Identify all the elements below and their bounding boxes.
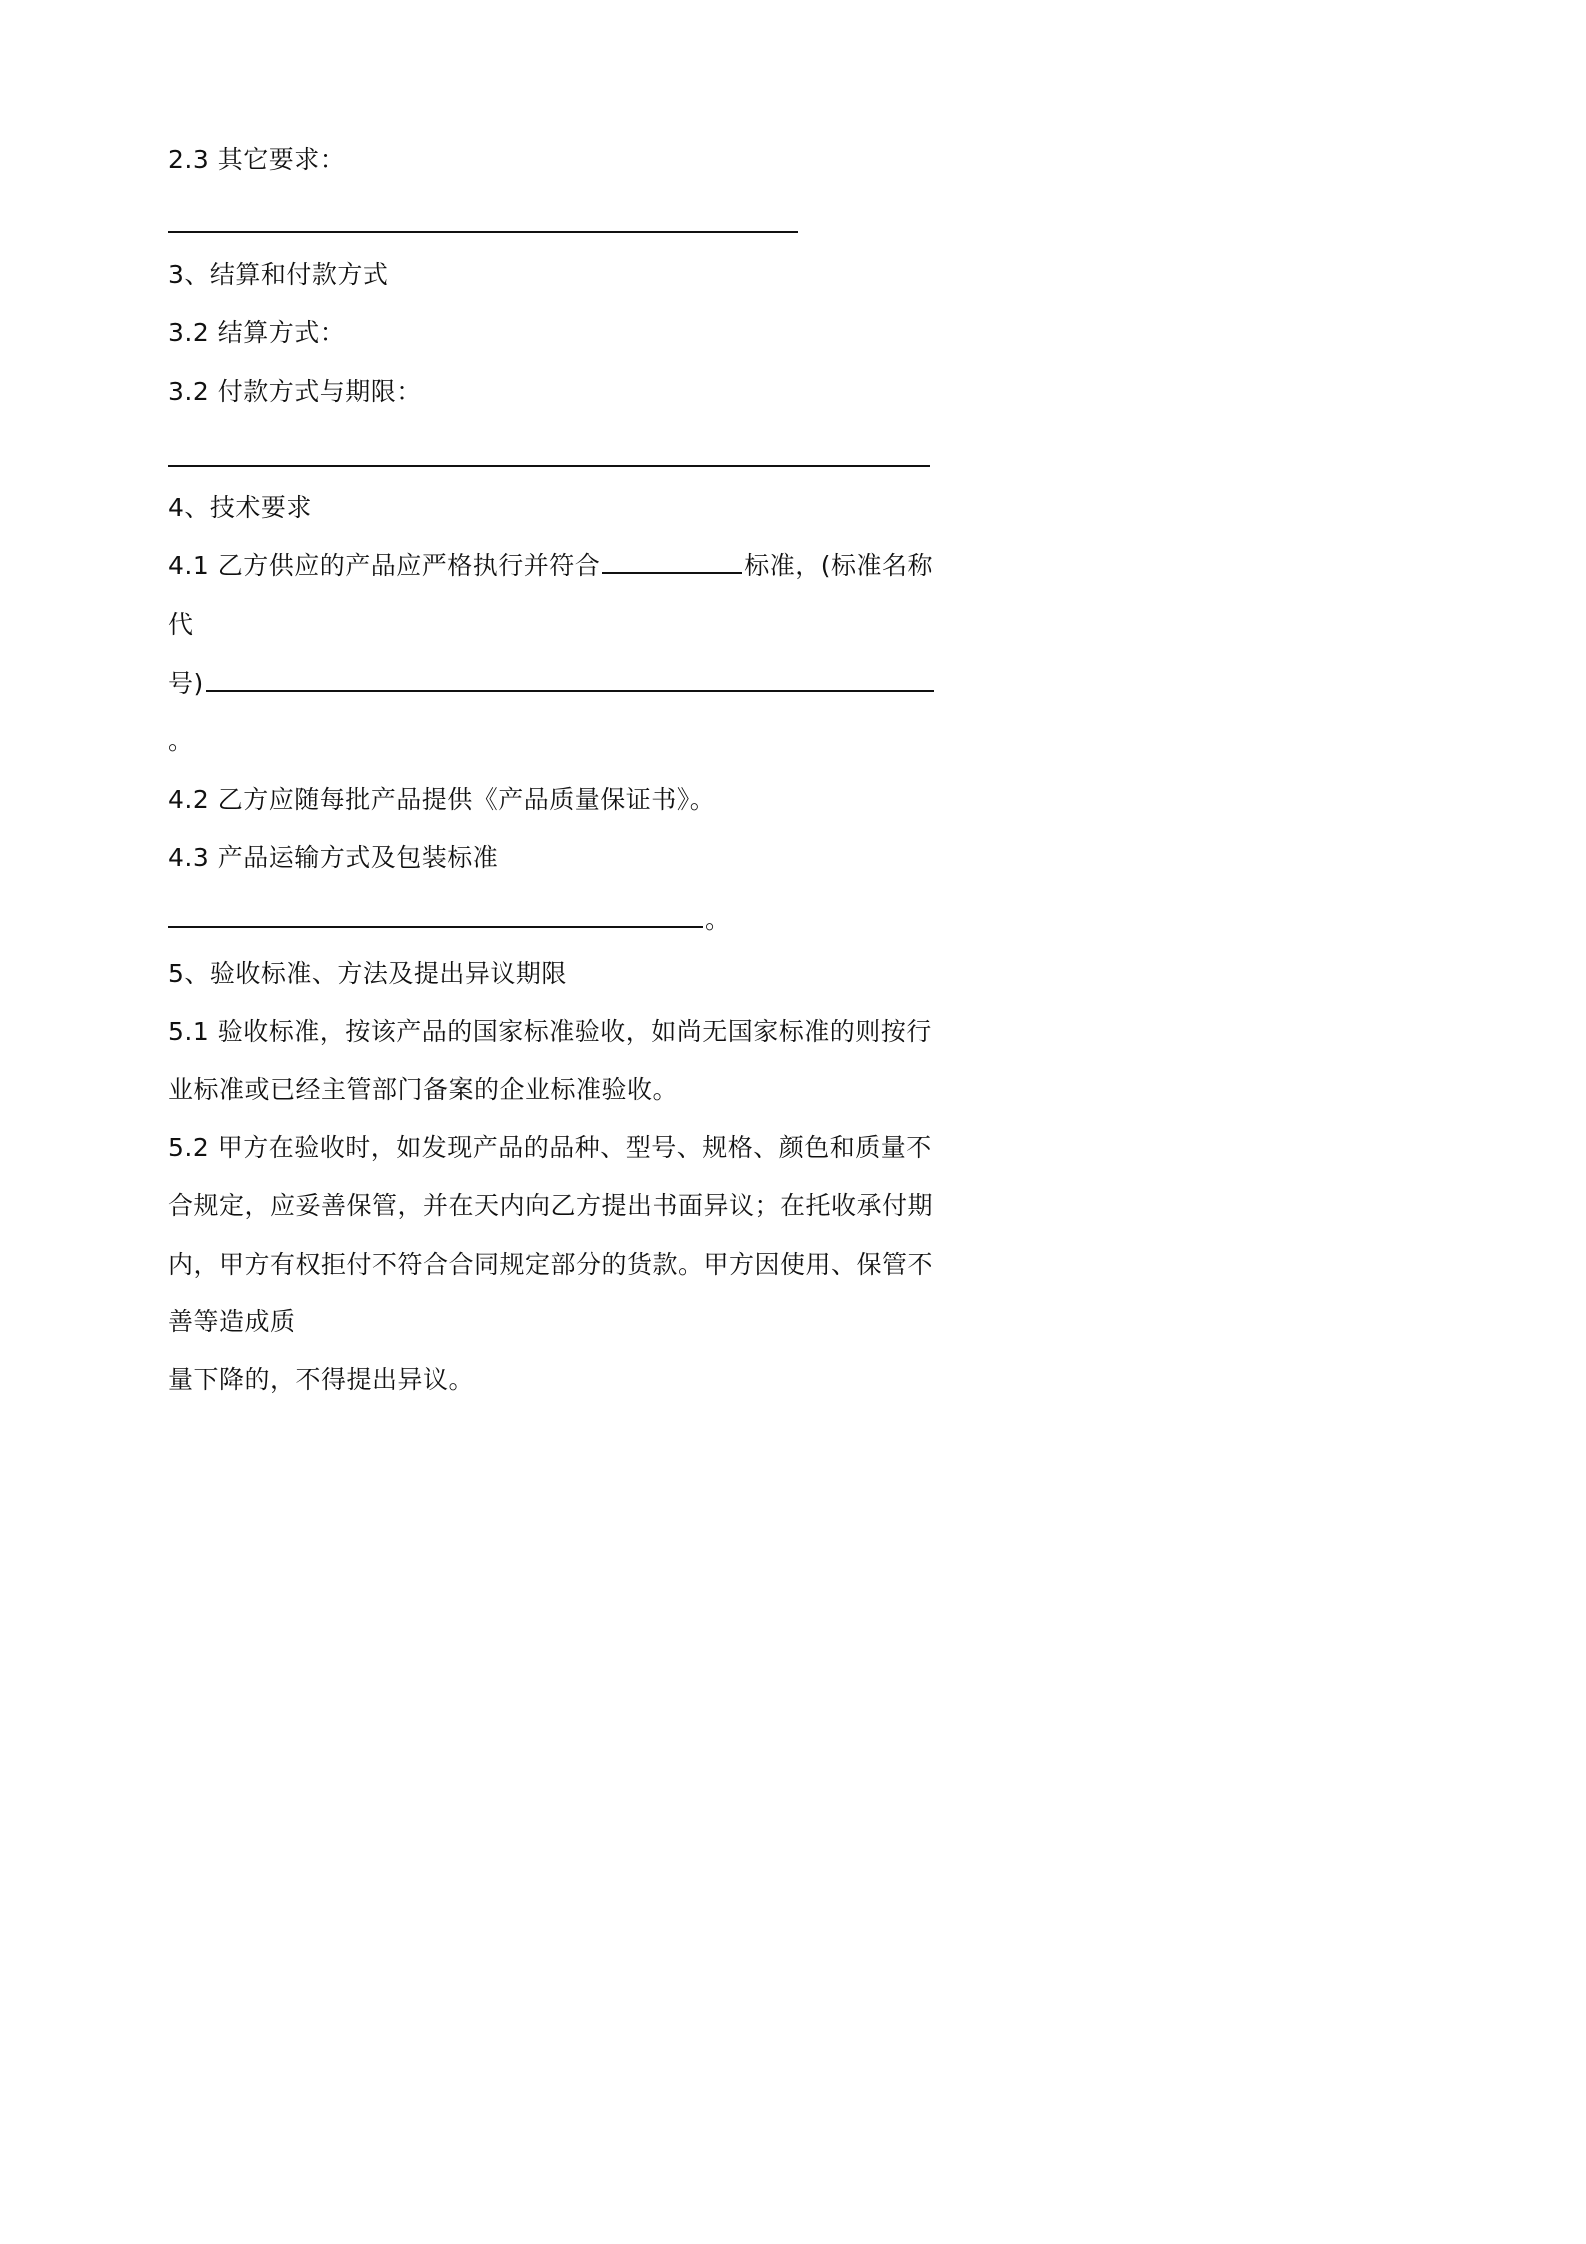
- clause-5-2-line-1: 5.2 甲方在验收时，如发现产品的品种、型号、规格、颜色和质量不: [168, 1133, 932, 1162]
- clause-3-2-payment: 3.2 付款方式与期限：: [168, 377, 422, 406]
- clause-4-1: [168, 549, 933, 583]
- clause-4-1-code-label: 号): [168, 669, 204, 698]
- document-page: [0, 0, 1100, 1556]
- clause-3-2-settlement: 3.2 结算方式：: [168, 318, 346, 347]
- clause-5-2-line-3: 内，甲方有权拒付不符合合同规定部分的货款。甲方因使用、保管不: [168, 1250, 934, 1279]
- section-5-heading: 5、验收标准、方法及提出异议期限: [168, 959, 567, 988]
- clause-4-3-end: 。: [705, 905, 731, 934]
- clause-5-1-line-2: 业标准或已经主管部门备案的企业标准验收。: [168, 1075, 679, 1104]
- section-3-heading: 3、结算和付款方式: [168, 260, 389, 289]
- clause-4-1-end: 。: [168, 726, 194, 755]
- clause-4-1-continued: 代: [168, 610, 194, 639]
- blank-standard: [602, 572, 742, 574]
- clause-4-3: 4.3 产品运输方式及包装标准: [168, 843, 499, 872]
- blank-line-3-2: [168, 465, 930, 467]
- blank-line-2-3: [168, 231, 798, 233]
- blank-packaging: [168, 926, 703, 928]
- clause-4-1-text-b: 标准，(标准名称: [744, 551, 933, 580]
- clause-4-1-code: [168, 667, 936, 701]
- clause-4-1-text-a: 4.1 乙方供应的产品应严格执行并符合: [168, 551, 601, 580]
- clause-5-2-line-5: 量下降的，不得提出异议。: [168, 1365, 475, 1394]
- clause-4-3-blank: [168, 903, 731, 937]
- clause-4-2: 4.2 乙方应随每批产品提供《产品质量保证书》。: [168, 785, 716, 814]
- clause-2-3: 2.3 其它要求：: [168, 145, 346, 174]
- section-4-heading: 4、技术要求: [168, 493, 312, 522]
- clause-5-2-line-4: 善等造成质: [168, 1307, 296, 1336]
- blank-code: [206, 690, 934, 692]
- clause-5-1-line-1: 5.1 验收标准，按该产品的国家标准验收，如尚无国家标准的则按行: [168, 1017, 932, 1046]
- clause-5-2-line-2: 合规定，应妥善保管，并在天内向乙方提出书面异议；在托收承付期: [168, 1191, 934, 1220]
